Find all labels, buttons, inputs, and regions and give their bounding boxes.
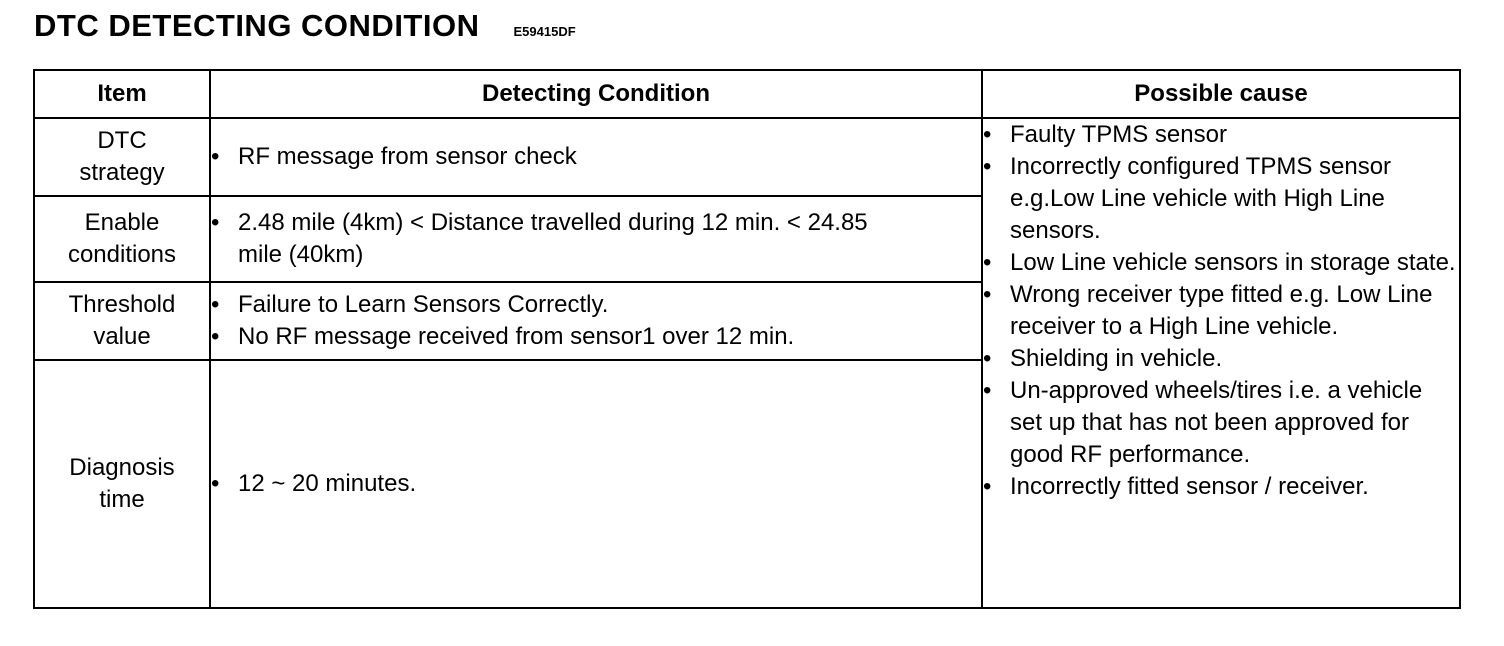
figure-code: E59415DF	[513, 24, 576, 39]
item-label-line: time	[99, 486, 145, 513]
cause-item: • Un-approved wheels/tires i.e. a vehicle set up that has not been approved for good RF performance.	[983, 375, 1459, 471]
condition-cell	[210, 118, 982, 196]
cause-item: • Low Line vehicle sensors in storage state.	[983, 247, 1459, 279]
cause-item: • Incorrectly fitted sensor / receiver.	[983, 471, 1459, 503]
item-label-line: conditions	[67, 241, 177, 268]
cause-item: • Faulty TPMS sensor	[983, 119, 1459, 151]
item-label-line: Enable	[84, 209, 160, 236]
table-row	[34, 118, 1460, 196]
condition-item: • RF message from sensor check	[211, 141, 981, 173]
item-cell	[34, 196, 210, 282]
item-label-line: Diagnosis	[69, 454, 175, 481]
possible-cause-cell	[982, 118, 1460, 608]
item-label-line: value	[93, 323, 151, 350]
header-item: Item	[34, 70, 210, 118]
condition-cell	[210, 196, 982, 282]
item-label-line: strategy	[79, 159, 165, 186]
condition-cell	[210, 282, 982, 360]
header-detecting-condition: Detecting Condition	[210, 70, 982, 118]
condition-item: • 2.48 mile (4km) < Distance travelled during 12 min. < 24.85 mile (40km)	[211, 207, 881, 271]
item-label-line: DTC	[97, 127, 147, 154]
dtc-condition-table	[33, 69, 1461, 609]
cause-item: • Incorrectly configured TPMS sensor e.g.Low Line vehicle with High Line sensors.	[983, 151, 1459, 247]
item-cell	[34, 360, 210, 608]
item-cell	[34, 118, 210, 196]
page-title: DTC DETECTING CONDITION	[34, 8, 480, 43]
condition-item: • 12 ~ 20 minutes.	[211, 468, 981, 500]
item-label-line: Threshold	[68, 291, 176, 318]
condition-cell	[210, 360, 982, 608]
page-header	[34, 8, 576, 44]
condition-item: • Failure to Learn Sensors Correctly.	[211, 289, 981, 321]
table-header-row	[34, 70, 1460, 118]
condition-item: • No RF message received from sensor1 over 12 min.	[211, 321, 981, 353]
header-possible-cause: Possible cause	[982, 70, 1460, 118]
cause-item: • Shielding in vehicle.	[983, 343, 1459, 375]
cause-item: • Wrong receiver type fitted e.g. Low Line receiver to a High Line vehicle.	[983, 279, 1459, 343]
item-cell	[34, 282, 210, 360]
